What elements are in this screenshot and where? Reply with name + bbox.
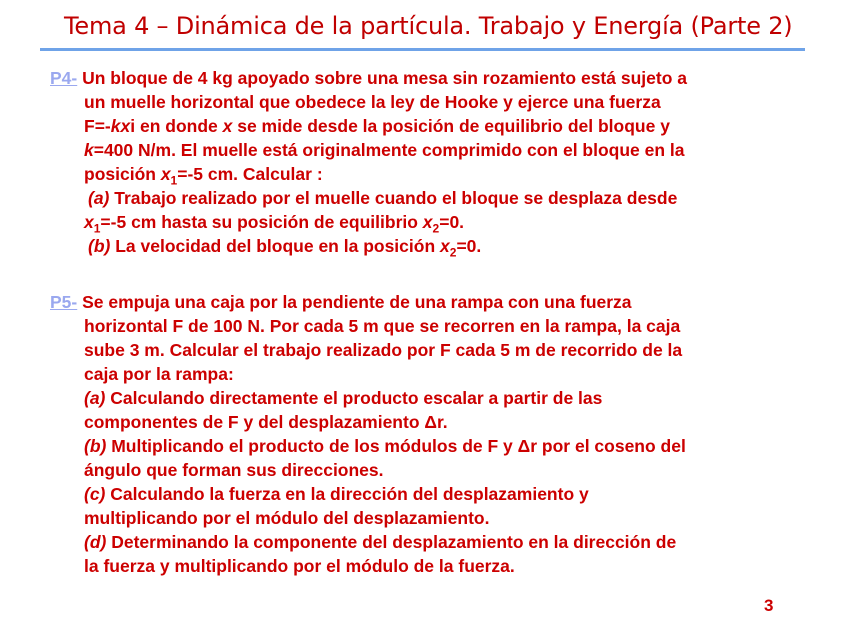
p5-part-b-cont: ángulo que forman sus direcciones.	[84, 460, 384, 480]
p5-part-a-cont: componentes de F y del desplazamiento Δr.	[84, 412, 448, 432]
p5-line-1: P5- Se empuja una caja por la pendiente de una rampa con una fuerza	[50, 292, 632, 312]
p4-line-4: k=400 N/m. El muelle está originalmente comprimido con el bloque en la	[84, 140, 685, 160]
title-divider	[40, 48, 805, 51]
p5-part-b: (b) Multiplicando el producto de los módulos de F y Δr por el coseno del	[84, 436, 686, 456]
p5-part-c: (c) Calculando la fuerza en la dirección del desplazamiento y	[84, 484, 589, 504]
p5-part-a: (a) Calculando directamente el producto escalar a partir de las	[84, 388, 603, 408]
problem-p5	[50, 290, 820, 578]
p5-link[interactable]: P5-	[50, 292, 78, 312]
p4-part-a-cont: $x_1=-5$ cm hasta su posición de equilibrio $x_2=0$.	[84, 212, 465, 236]
problem-p4	[50, 66, 820, 258]
p4-line-3: F=-kxi en donde x se mide desde la posición de equilibrio del bloque y	[84, 116, 670, 136]
p5-line-4: caja por la rampa:	[84, 364, 234, 384]
p4-line-1: P4- Un bloque de 4 kg apoyado sobre una mesa sin rozamiento está sujeto a	[50, 68, 687, 88]
p4-line-5: posición $x_1=-5$ cm. Calcular :	[84, 164, 323, 188]
p5-part-c-cont: multiplicando por el módulo del desplazamiento.	[84, 508, 490, 528]
p4-link[interactable]: P4-	[50, 68, 78, 88]
page-number: 3	[764, 596, 774, 615]
p5-line-2: horizontal F de 100 N. Por cada 5 m que se recorren en la rampa, la caja	[84, 316, 681, 336]
p4-part-a: (a) Trabajo realizado por el muelle cuando el bloque se desplaza desde	[88, 188, 678, 208]
p4-part-b: (b) La velocidad del bloque en la posición $x_2=0$.	[88, 236, 482, 260]
p5-part-d-cont: la fuerza y multiplicando por el módulo de la fuerza.	[84, 556, 515, 576]
p5-line-3: sube 3 m. Calcular el trabajo realizado por F cada 5 m de recorrido de la	[84, 340, 683, 360]
slide-title: Tema 4 – Dinámica de la partícula. Trabajo y Energía (Parte 2)	[64, 12, 793, 40]
p4-line-2: un muelle horizontal que obedece la ley de Hooke y ejerce una fuerza	[84, 92, 661, 112]
p5-part-d: (d) Determinando la componente del desplazamiento en la dirección de	[84, 532, 677, 552]
